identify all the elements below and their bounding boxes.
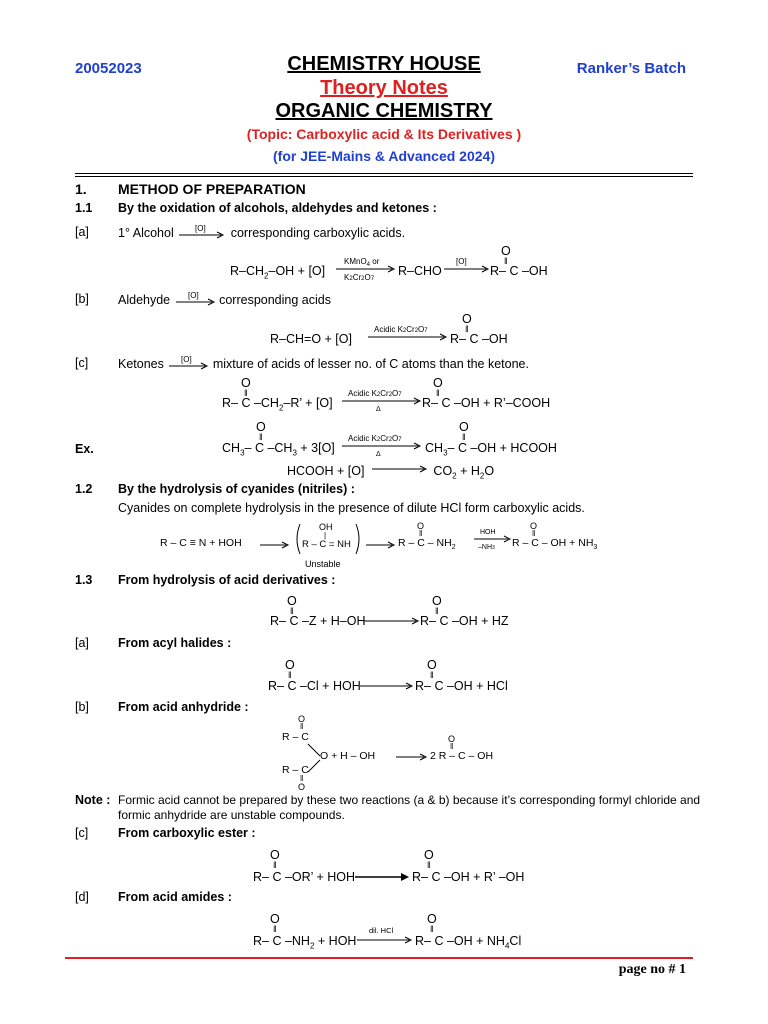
arrow-icon bbox=[258, 539, 292, 551]
arrow-icon bbox=[366, 324, 448, 344]
svg-text:[O]: [O] bbox=[181, 356, 193, 364]
item-tag: [d] bbox=[75, 890, 89, 904]
subsection-title: From hydrolysis of acid derivatives : bbox=[118, 573, 336, 587]
item-text: Ketones [O] mixture of acids of lesser no. of C atoms than the ketone. bbox=[118, 356, 529, 371]
section-title: METHOD OF PREPARATION bbox=[118, 181, 306, 197]
equation-aldehyde-oxidation: O ‖ R–CH=O + [O] Acidic K2Cr2O7 R– C –OH bbox=[270, 312, 508, 346]
svg-text:Acidic K2Cr2O7: Acidic K2Cr2O7 bbox=[374, 325, 428, 334]
subsection-number: 1.2 bbox=[75, 482, 93, 496]
item-title: From acyl halides : bbox=[118, 636, 232, 650]
topic-line: (Topic: Carboxylic acid & Its Derivatives ) bbox=[246, 126, 522, 142]
arrow-icon bbox=[394, 751, 430, 763]
item-title: From carboxylic ester : bbox=[118, 826, 256, 840]
page-number: page no # 1 bbox=[618, 962, 686, 977]
svg-text:Δ: Δ bbox=[376, 406, 381, 413]
svg-text:K2Cr2O7: K2Cr2O7 bbox=[344, 273, 375, 282]
equation-alcohol-oxidation: O ‖ $R-CH_2-OH + [O]$ KMnO$_4$ or K2Cr2O7 R–CHO [O] R– C –OH bbox=[230, 244, 548, 282]
item-text: 1° Alcohol [O] corresponding carboxylic acids. bbox=[118, 225, 406, 240]
arrow-icon bbox=[364, 539, 398, 551]
subsection-number: 1.1 bbox=[75, 201, 93, 215]
item-title: From acid anhydride : bbox=[118, 700, 249, 714]
arrow-icon bbox=[340, 433, 422, 461]
svg-text:dil. HCl: dil. HCl bbox=[369, 926, 394, 935]
example-tag: Ex. bbox=[75, 442, 94, 456]
paragraph: Cyanides on complete hydrolysis in the presence of dilute HCl form carboxylic acids. bbox=[118, 501, 585, 515]
equation-example: O ‖ O ‖ $CH_3-$ C $-CH_3 + 3[O]$ Acidic K2Cr2O7 Δ $CH_3-$ C –OH + HCOOH bbox=[222, 420, 562, 464]
arrow-icon bbox=[355, 924, 415, 948]
equation-nitrile-hydrolysis: R – C ≡ N + HOH OH | R – C = NH Unstable O ‖ R – C – $NH_2$ HOH –NH3 O ‖ R – C – OH + $NH_3$ bbox=[160, 521, 598, 569]
divider bbox=[75, 176, 693, 177]
subsection-title: By the hydrolysis of cyanides (nitriles) : bbox=[118, 482, 355, 496]
equation-acyl-halide: O ‖ O ‖ R– C –Cl + HOH R– C –OH + HCl bbox=[268, 658, 508, 693]
item-tag: [a] bbox=[75, 636, 89, 650]
equation-acid-derivative: O ‖ O ‖ R– C –Z + H–OH R– C –OH + HZ bbox=[270, 594, 509, 628]
equation-anhydride: O ‖ R – C O + H – OH R – C ‖ O O ‖ 2 R – C – OH bbox=[282, 714, 494, 792]
item-tag: [c] bbox=[75, 356, 89, 370]
subsection-number: 1.3 bbox=[75, 573, 93, 587]
note-line-1: Formic acid cannot be prepared by these two reactions (a & b) because it’s corresponding formyl chloride and bbox=[118, 793, 701, 807]
arrow-icon bbox=[174, 292, 216, 306]
item-tag: [c] bbox=[75, 826, 89, 840]
item-title: From acid amides : bbox=[118, 890, 232, 904]
footer-rule bbox=[65, 957, 693, 959]
item-text: Aldehyde [O] corresponding acids bbox=[118, 292, 331, 307]
svg-text:HOH: HOH bbox=[480, 529, 496, 536]
svg-text:[O]: [O] bbox=[456, 257, 467, 266]
svg-text:Acidic K2Cr2O7: Acidic K2Cr2O7 bbox=[348, 389, 402, 398]
item-tag: [b] bbox=[75, 292, 89, 306]
subsection-title: By the oxidation of alcohols, aldehydes and ketones : bbox=[118, 201, 437, 215]
notes-title: Theory Notes bbox=[320, 77, 448, 99]
batch-name: Ranker’s Batch bbox=[576, 60, 686, 77]
institute-title: CHEMISTRY HOUSE bbox=[287, 53, 481, 75]
equation-ester: O ‖ O ‖ R– C –OR’ + HOH R– C –OH + R’ –OH bbox=[253, 848, 525, 884]
note-line-2: formic anhydride are unstable compounds. bbox=[118, 808, 345, 822]
arrow-icon bbox=[353, 870, 413, 884]
arrow-icon bbox=[334, 256, 396, 284]
equation-ketone-oxidation: O ‖ O ‖ R– C $-CH_2-R$’ + [O] Acidic K2Cr2O7 Δ R– C –OH + R’–COOH bbox=[222, 376, 562, 416]
svg-text:[O]: [O] bbox=[187, 292, 199, 300]
note-tag: Note : bbox=[75, 793, 111, 807]
subject-title: ORGANIC CHEMISTRY bbox=[275, 100, 493, 122]
arrow-icon bbox=[472, 526, 512, 556]
arrow-icon bbox=[167, 356, 209, 370]
svg-text:Acidic K2Cr2O7: Acidic K2Cr2O7 bbox=[348, 434, 402, 443]
svg-text:KMnO4 or: KMnO$_4$ or bbox=[344, 257, 380, 268]
arrow-icon bbox=[362, 614, 422, 628]
equation-formic-oxidation: HCOOH + [O] $CO_2 + H_2O$ bbox=[287, 464, 495, 481]
document-code: 20052023 bbox=[75, 60, 142, 77]
arrow-icon bbox=[177, 225, 227, 239]
equation-amide: O ‖ O ‖ R– C $-NH_2$ + HOH dil. HCl R– C $-OH + NH_4Cl$ bbox=[253, 912, 522, 951]
item-tag: [b] bbox=[75, 700, 89, 714]
arrow-icon bbox=[368, 463, 430, 475]
svg-text:Δ: Δ bbox=[376, 451, 381, 458]
divider bbox=[75, 173, 693, 174]
svg-text:[O]: [O] bbox=[195, 225, 206, 233]
arrow-icon bbox=[340, 388, 422, 416]
arrow-icon bbox=[442, 256, 490, 276]
bond-icon bbox=[306, 742, 326, 782]
exam-line: (for JEE-Mains & Advanced 2024) bbox=[273, 148, 495, 164]
item-tag: [a] bbox=[75, 225, 89, 239]
section-number: 1. bbox=[75, 181, 87, 197]
arrow-icon bbox=[358, 679, 416, 693]
svg-text:–NH3: –NH3 bbox=[478, 544, 495, 551]
